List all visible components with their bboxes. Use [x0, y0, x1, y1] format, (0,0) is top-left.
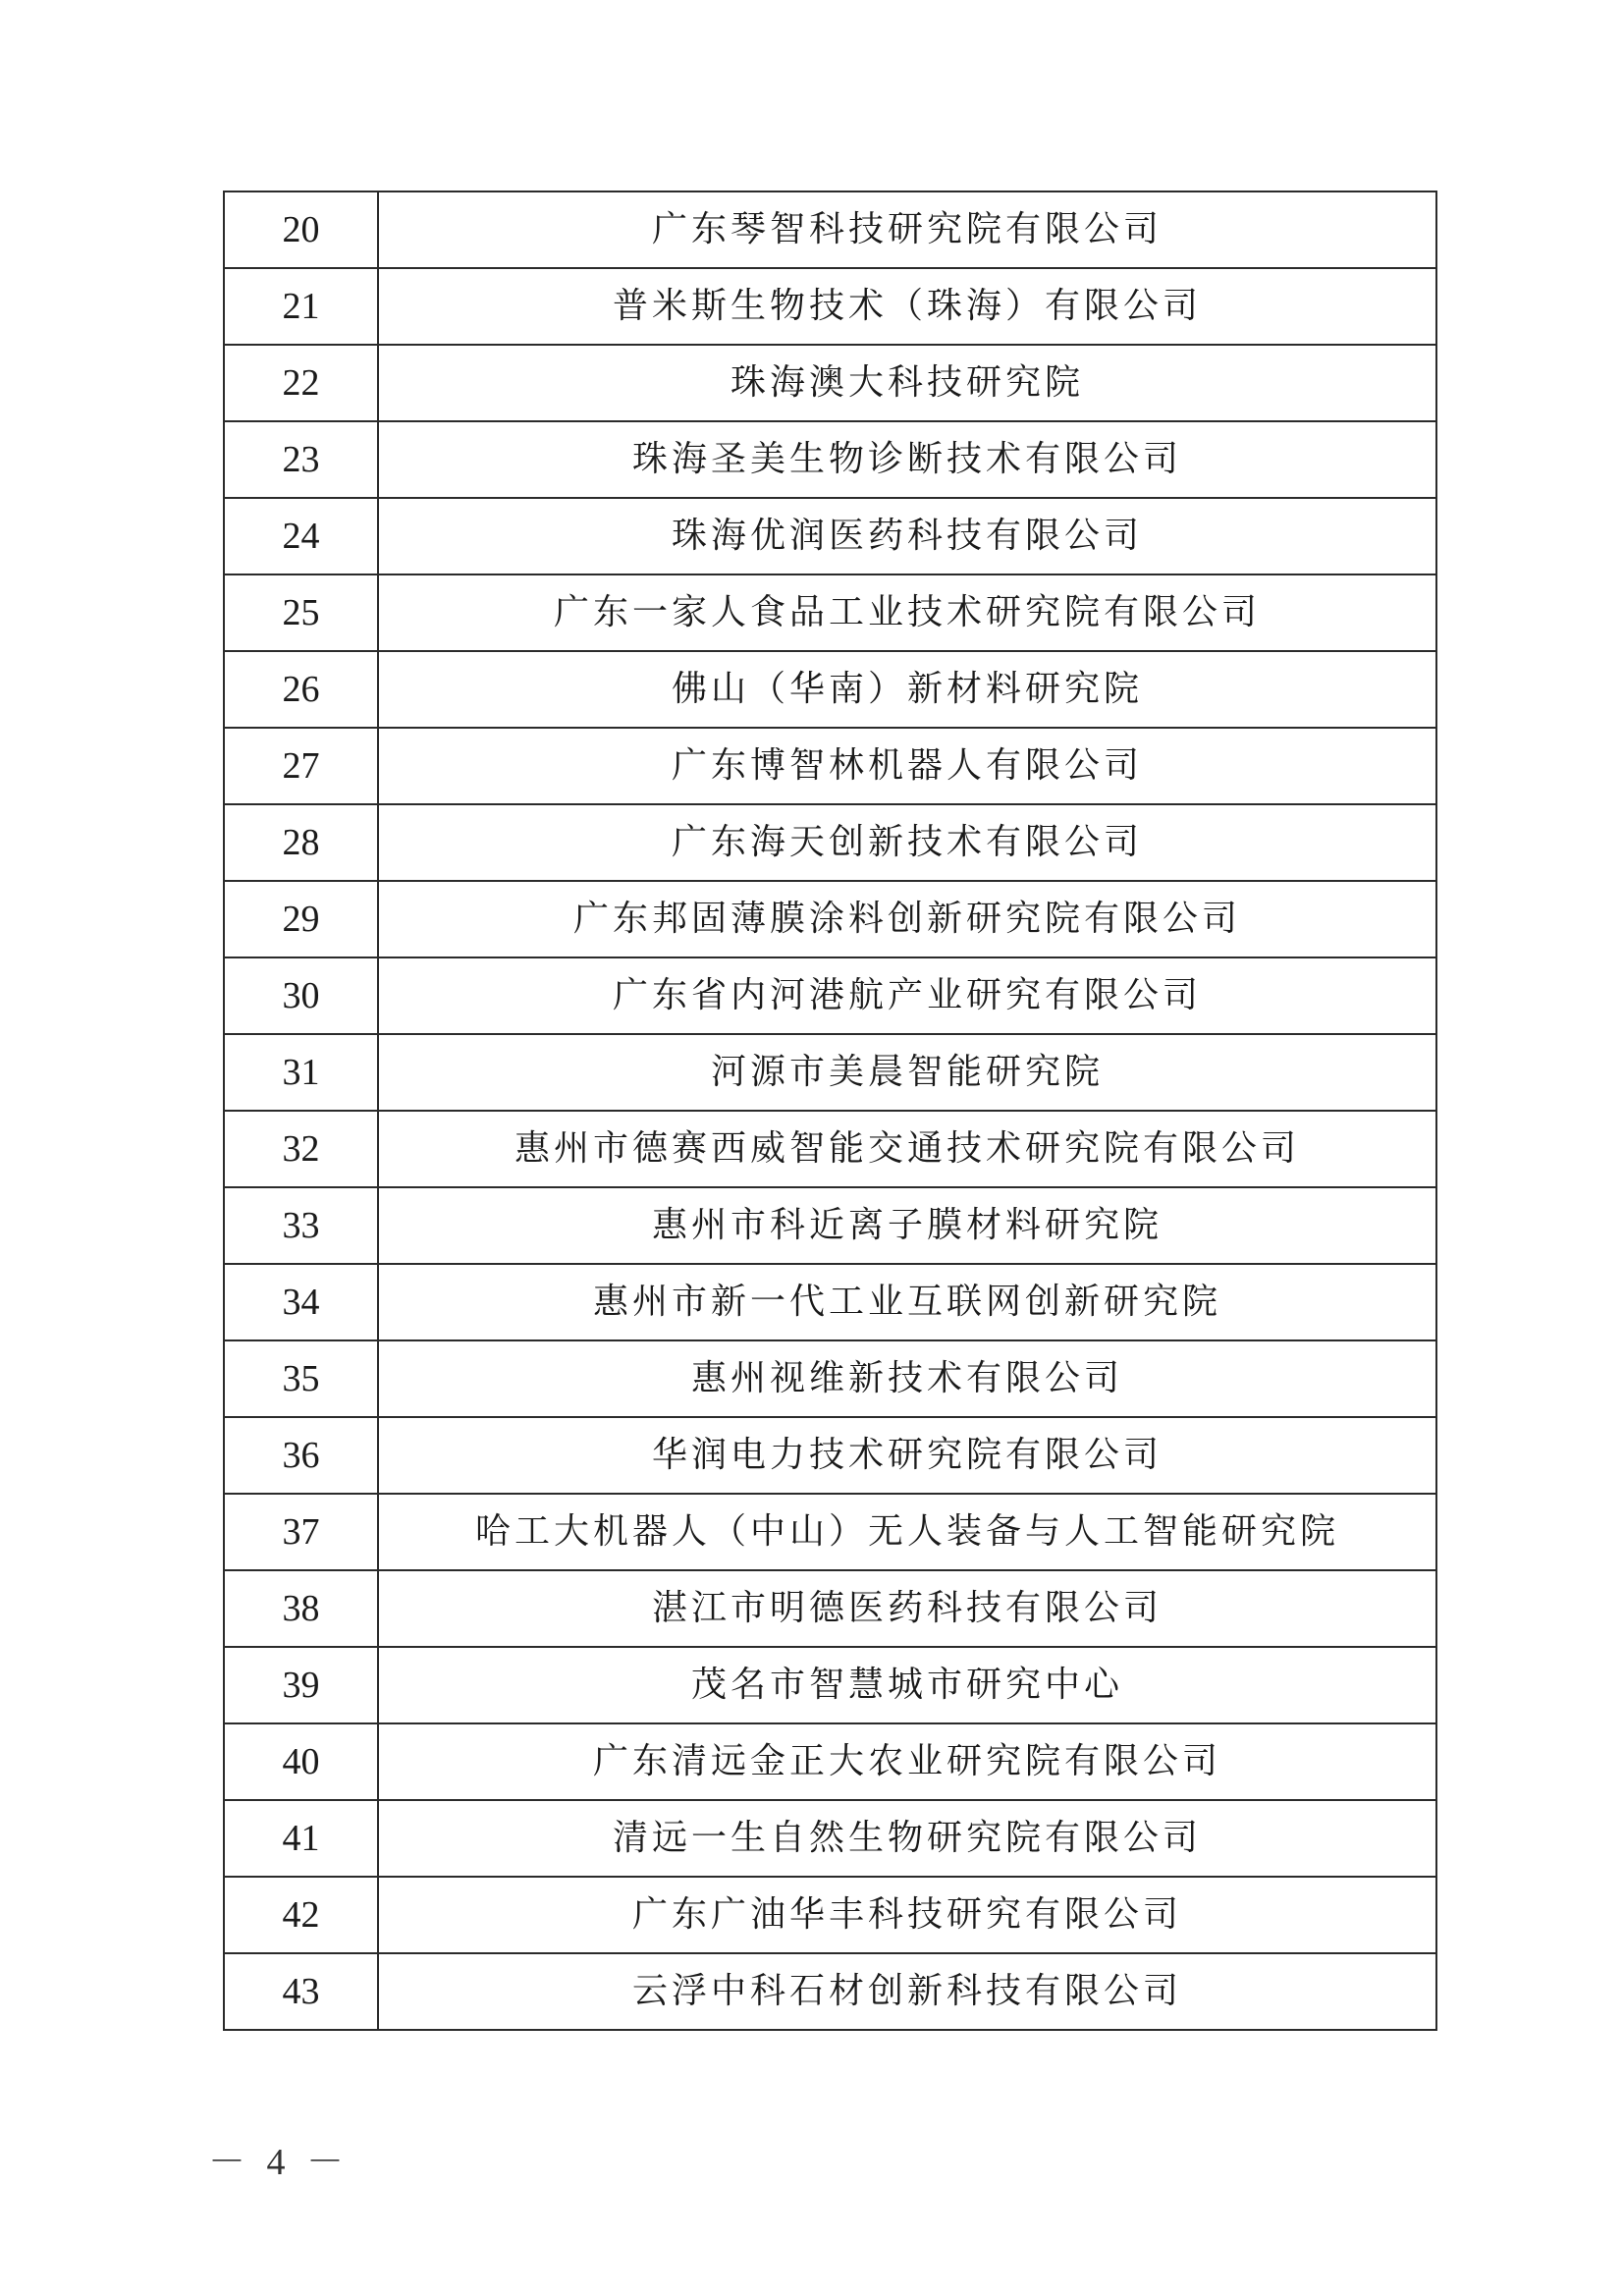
- table-row: [224, 1187, 1436, 1264]
- institution-name: 珠海优润医药科技有限公司: [378, 498, 1436, 574]
- row-number: 34: [224, 1264, 378, 1340]
- institution-name: 湛江市明德医药科技有限公司: [378, 1570, 1436, 1647]
- institution-name: 珠海圣美生物诊断技术有限公司: [378, 421, 1436, 498]
- institution-name: 惠州视维新技术有限公司: [378, 1340, 1436, 1417]
- institution-name: 惠州市科近离子膜材料研究院: [378, 1187, 1436, 1264]
- row-number: 21: [224, 268, 378, 345]
- row-number: 30: [224, 957, 378, 1034]
- row-number: 35: [224, 1340, 378, 1417]
- row-number: 27: [224, 728, 378, 804]
- row-number: 40: [224, 1723, 378, 1800]
- table-row: [224, 1953, 1436, 2030]
- table-row: [224, 345, 1436, 421]
- row-number: 26: [224, 651, 378, 728]
- row-number: 42: [224, 1877, 378, 1953]
- institution-name: 广东清远金正大农业研究院有限公司: [378, 1723, 1436, 1800]
- institution-name: 广东海天创新技术有限公司: [378, 804, 1436, 881]
- table-row: [224, 1494, 1436, 1570]
- institution-name: 广东一家人食品工业技术研究院有限公司: [378, 574, 1436, 651]
- row-number: 29: [224, 881, 378, 957]
- row-number: 39: [224, 1647, 378, 1723]
- table-row: [224, 728, 1436, 804]
- page-number: － 4 －: [208, 2142, 351, 2183]
- table-row: [224, 191, 1436, 268]
- institution-name: 佛山（华南）新材料研究院: [378, 651, 1436, 728]
- institution-name: 河源市美晨智能研究院: [378, 1034, 1436, 1111]
- row-number: 24: [224, 498, 378, 574]
- table-row: [224, 574, 1436, 651]
- table-row: [224, 881, 1436, 957]
- row-number: 32: [224, 1111, 378, 1187]
- institution-name: 华润电力技术研究院有限公司: [378, 1417, 1436, 1494]
- table-row: [224, 651, 1436, 728]
- table-row: [224, 268, 1436, 345]
- row-number: 28: [224, 804, 378, 881]
- institution-name: 惠州市德赛西威智能交通技术研究院有限公司: [378, 1111, 1436, 1187]
- institution-name: 广东琴智科技研究院有限公司: [378, 191, 1436, 268]
- table-row: [224, 498, 1436, 574]
- institution-table: [223, 191, 1437, 2031]
- row-number: 25: [224, 574, 378, 651]
- table-body: [224, 191, 1436, 2030]
- institution-name: 清远一生自然生物研究院有限公司: [378, 1800, 1436, 1877]
- institution-name: 普米斯生物技术（珠海）有限公司: [378, 268, 1436, 345]
- table-row: [224, 1417, 1436, 1494]
- table-row: [224, 1800, 1436, 1877]
- row-number: 22: [224, 345, 378, 421]
- row-number: 33: [224, 1187, 378, 1264]
- table-row: [224, 804, 1436, 881]
- table-row: [224, 1723, 1436, 1800]
- table-row: [224, 1111, 1436, 1187]
- row-number: 31: [224, 1034, 378, 1111]
- institution-name: 广东邦固薄膜涂料创新研究院有限公司: [378, 881, 1436, 957]
- institution-name: 广东广油华丰科技研究有限公司: [378, 1877, 1436, 1953]
- row-number: 37: [224, 1494, 378, 1570]
- institution-name: 惠州市新一代工业互联网创新研究院: [378, 1264, 1436, 1340]
- table-row: [224, 1570, 1436, 1647]
- institution-name: 广东省内河港航产业研究有限公司: [378, 957, 1436, 1034]
- table-row: [224, 1340, 1436, 1417]
- row-number: 38: [224, 1570, 378, 1647]
- institution-name: 广东博智林机器人有限公司: [378, 728, 1436, 804]
- row-number: 43: [224, 1953, 378, 2030]
- institution-name: 茂名市智慧城市研究中心: [378, 1647, 1436, 1723]
- row-number: 41: [224, 1800, 378, 1877]
- row-number: 23: [224, 421, 378, 498]
- institution-name: 珠海澳大科技研究院: [378, 345, 1436, 421]
- table-row: [224, 421, 1436, 498]
- institution-name: 云浮中科石材创新科技有限公司: [378, 1953, 1436, 2030]
- table-row: [224, 1647, 1436, 1723]
- table-row: [224, 1034, 1436, 1111]
- institution-name: 哈工大机器人（中山）无人装备与人工智能研究院: [378, 1494, 1436, 1570]
- row-number: 20: [224, 191, 378, 268]
- row-number: 36: [224, 1417, 378, 1494]
- table-row: [224, 957, 1436, 1034]
- table-row: [224, 1877, 1436, 1953]
- table-row: [224, 1264, 1436, 1340]
